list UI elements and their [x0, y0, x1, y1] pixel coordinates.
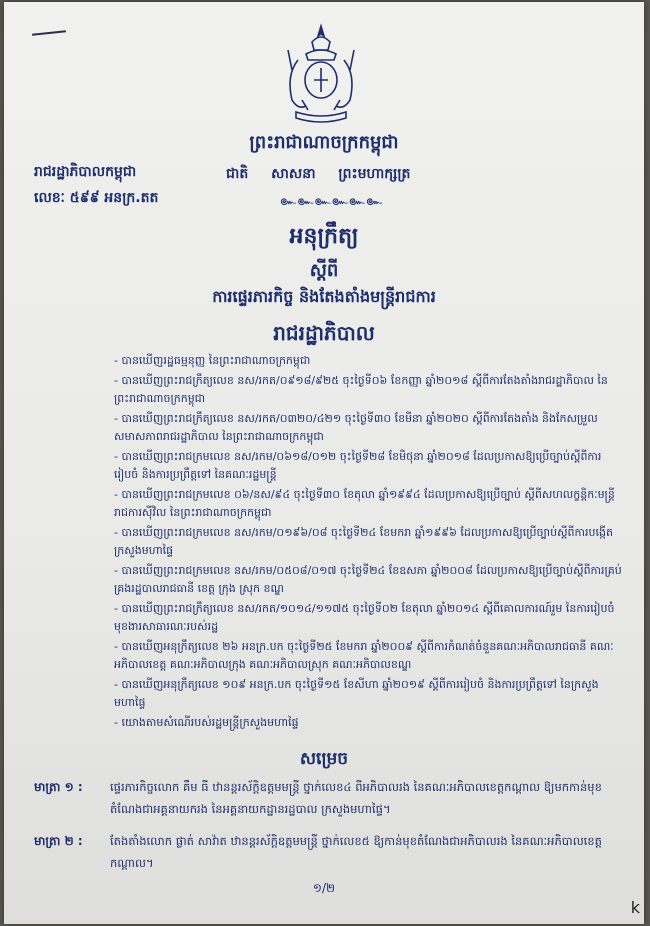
consideration-item: - បានឃើញព្រះរាជក្រមលេខ ០៦/នស/៩៤ ចុះថ្ងៃទី៣០ ខែតុលា ឆ្នាំ១៩៩៤ ដែលប្រកាសឱ្យប្រើច្បាប់ ស្តីពីសហលក្ខន្តិកៈមន្ត្រីរាជការស៊ីវិល នៃព្រះរាជាណាចក្រកម្ពុជា [114, 488, 615, 519]
national-motto: ជាតិ សាសនា ព្រះមហាក្សត្រ [226, 166, 411, 182]
article-text: តែងតាំងលោក ផ្លាត់ សាវ៉ាត ឋានន្តរស័ក្តិឧត្តមមន្ត្រី ថ្នាក់លេខ៥ ឱ្យកាន់មុខតំណែងជាអភិបាលរង នៃគណៈអភិបាលខេត្តកណ្តាល។ [110, 834, 602, 870]
article-2 [34, 830, 626, 874]
consideration-item: - បានឃើញរដ្ឋធម្មនុញ្ញ នៃព្រះរាជាណាចក្រកម្ពុជា [114, 354, 311, 367]
consideration-item: - បានឃើញព្រះរាជក្រមលេខ នស/រកម/០១៩៦/០៨ ចុះថ្ងៃទី២៤ ខែមករា ឆ្នាំ១៩៩៦ ដែលប្រកាសឱ្យប្រើច្បាប់ស្តីពីការបង្កើតក្រសួងមហាផ្ទៃ [114, 526, 613, 557]
document-title: អនុក្រឹត្យ [289, 224, 359, 249]
considerations-list [114, 352, 624, 734]
consideration-item: - បានឃើញព្រះរាជក្រឹត្យលេខ នស/រកត/០៩១៨/៩២៥ ចុះថ្ងៃទី០៦ ខែកញ្ញា ឆ្នាំ២០១៨ ស្តីពីការតែងតាំងរាជរដ្ឋាភិបាល នៃព្រះរាជាណាចក្រកម្ពុជា [114, 374, 608, 405]
royal-coat-of-arms-icon [276, 20, 366, 128]
pen-mark [32, 30, 66, 36]
document-page [4, 2, 644, 924]
consideration-item: - បានឃើញព្រះរាជក្រឹត្យលេខ នស/រកត/១០១៤/១១៧៥ ចុះថ្ងៃទី០២ ខែតុលា ឆ្នាំ២០១៤ ស្តីពីគោលការណ៍រួម នៃការរៀបចំមុខងារសាធារណៈរបស់រដ្ឋ [114, 602, 615, 633]
decided-heading: សម្រេច [299, 749, 349, 769]
document-title-on: ស្តីពី [309, 260, 339, 281]
article-text: ផ្ទេរភារកិច្ចលោក គឹម ធី ឋានន្តរស័ក្តិឧត្តមមន្ត្រី ថ្នាក់លេខ៤ ពីអភិបាលរង នៃគណៈអភិបាលខេត្តកណ្តាល ឱ្យមកកាន់មុខតំណែងជាអគ្គនាយករង នៃអគ្គនាយកដ្ឋានរដ្ឋបាល ក្រសួងមហាផ្ទៃ។ [110, 780, 602, 816]
consideration-item: - យោងតាមសំណើរបស់រដ្ឋមន្ត្រីក្រសួងមហាផ្ទៃ [114, 716, 299, 729]
issuer-heading: រាជរដ្ឋាភិបាល [273, 321, 375, 345]
reference-number: លេខៈ ៥៩៩ អនក្រ.តត [34, 190, 159, 206]
ornament-divider: ๛๛๛๛๛๛ [280, 193, 384, 209]
consideration-item: - បានឃើញព្រះរាជក្រមលេខ នស/រកម/០៥០៨/០១៧ ចុះថ្ងៃទី២៤ ខែឧសភា ឆ្នាំ២០០៨ ដែលប្រកាសឱ្យប្រើច្បាប់ស្តីពីការគ្រប់គ្រងរដ្ឋបាលរាជធានី ខេត្ត ក្រុង ស្រុក ខណ្ឌ [114, 564, 622, 595]
article-1 [34, 776, 626, 820]
consideration-item: - បានឃើញព្រះរាជក្រឹត្យលេខ នស/រកត/០៣២០/៤២១ ចុះថ្ងៃទី៣០ ខែមីនា ឆ្នាំ២០២០ ស្តីពីការតែងតាំង និងកែសម្រួលសមាសភាពរាជរដ្ឋាភិបាល នៃព្រះរាជាណាចក្រកម្ពុជា [114, 412, 598, 443]
edge-mark: k [630, 898, 640, 917]
article-label: មាត្រា ១ : [34, 780, 83, 794]
consideration-item: - បានឃើញអនុក្រឹត្យលេខ ២៦ អនក្រ.បក ចុះថ្ងៃទី២៥ ខែមករា ឆ្នាំ២០០៩ ស្តីពីការកំណត់ចំនួនគណៈអភិបាលរាជធានី គណៈអភិបាលខេត្ត គណៈអភិបាលក្រុង គណៈអភិបាលស្រុក គណៈអភិបាលខណ្ឌ [114, 640, 614, 671]
page-number: ១/២ [312, 881, 336, 895]
article-label: មាត្រា ២ : [34, 834, 83, 848]
consideration-item: - បានឃើញព្រះរាជក្រមលេខ នស/រកម/០៦១៨/០១២ ចុះថ្ងៃទី២៨ ខែមិថុនា ឆ្នាំ២០១៨ ដែលប្រកាសឱ្យប្រើច្បាប់ស្តីពីការរៀបចំ និងការប្រព្រឹត្តទៅ នៃគណៈរដ្ឋមន្ត្រី [114, 450, 602, 481]
kingdom-name: ព្រះរាជាណាចក្រកម្ពុជា [249, 132, 399, 153]
consideration-item: - បានឃើញអនុក្រឹត្យលេខ ១០៩ អនក្រ.បក ចុះថ្ងៃទី១៥ ខែសីហា ឆ្នាំ២០១៩ ស្តីពីការរៀបចំ និងការប្រព្រឹត្តទៅ នៃក្រសួងមហាផ្ទៃ [114, 678, 599, 709]
government-label: រាជរដ្ឋាភិបាលកម្ពុជា [34, 164, 137, 180]
document-subject: ការផ្ទេរភារកិច្ច និងតែងតាំងមន្ត្រីរាជការ [212, 287, 436, 306]
